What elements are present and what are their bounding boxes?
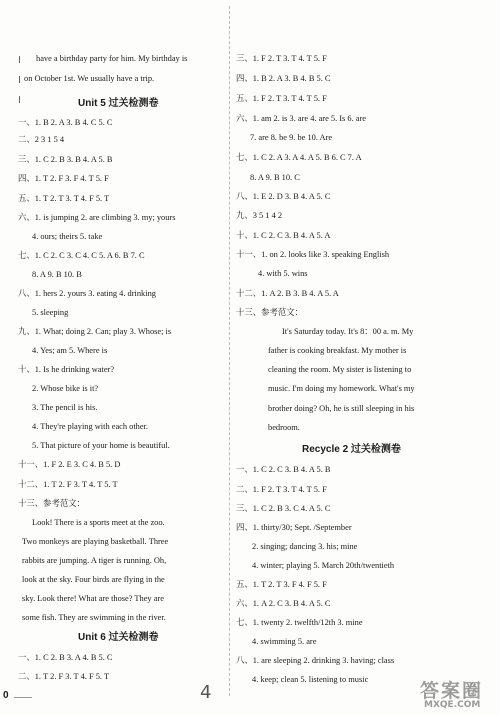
- essay-line: music. I'm doing my homework. What's my: [268, 384, 415, 393]
- answer-line: 十一、1. F 2. E 3. C 4. B 5. D: [18, 460, 121, 469]
- page-number: 0: [3, 690, 9, 701]
- answer-line: 五、1. T 2. T 3. T 4. F 5. T: [18, 194, 110, 203]
- answer-line: 四、1. thirty/30; Sept. /September: [236, 523, 352, 532]
- intro-line: have a birthday party for him. My birthday is: [36, 54, 188, 63]
- essay-line: rabbits are jumping. A tiger is running. Oh,: [22, 556, 167, 565]
- answer-line: 六、1. am 2. is 3. are 4. are 5. Is 6. are: [236, 114, 367, 123]
- answer-line: 十三、参考范文：: [236, 308, 303, 317]
- unit5-title: Unit 5 过关检测卷: [78, 98, 159, 109]
- essay-line: bedroom.: [268, 423, 300, 432]
- watermark-text: 答案圈: [420, 680, 484, 702]
- answer-line: 一、1. C 2. B 3. A 4. B 5. C: [18, 653, 113, 662]
- answer-line: 八、1. E 2. D 3. B 4. A 5. C: [236, 192, 331, 201]
- margin-mark: [19, 96, 20, 103]
- answer-line: 三、1. C 2. B 3. C 4. A 5. C: [236, 504, 331, 513]
- answer-line: 2. singing; dancing 3. his; mine: [252, 542, 358, 551]
- answer-line: 九、3 5 1 4 2: [236, 211, 283, 220]
- essay-line: Two monkeys are playing basketball. Three: [22, 537, 169, 546]
- essay-line: It's Saturday today. It's 8：00 a. m. My: [282, 327, 414, 336]
- column-divider: [229, 6, 230, 696]
- watermark-domain: MXQE.COM: [424, 700, 481, 710]
- margin-mark: [19, 56, 20, 63]
- answer-line: 4. They're playing with each other.: [32, 422, 149, 431]
- answer-line: 5. sleeping: [32, 308, 69, 317]
- intro-line: on October 1st. We usually have a trip.: [24, 74, 155, 83]
- answer-line: 一、1. B 2. A 3. B 4. C 5. C: [18, 118, 113, 127]
- answer-line: 十一、1. on 2. looks like 3. speaking English: [236, 250, 390, 259]
- answer-line: 8. A 9. B 10. C: [250, 173, 300, 182]
- answer-line: 六、1. A 2. C 3. B 4. A 5. C: [236, 599, 331, 608]
- answer-line: 二、1. F 2. T 3. T 4. T 5. F: [236, 485, 327, 494]
- answer-line: 5. That picture of your home is beautiful.: [32, 441, 170, 450]
- answer-line: 3. The pencil is his.: [32, 403, 98, 412]
- answer-line: 2. Whose bike is it?: [32, 384, 99, 393]
- answer-line: 4. Yes; am 5. Where is: [32, 346, 108, 355]
- essay-line: cleaning the room. My sister is listening to: [268, 365, 412, 374]
- essay-line: Look! There is a sports meet at the zoo.: [32, 518, 165, 527]
- answer-line: 十二、1. T 2. F 3. T 4. T 5. T: [18, 480, 118, 489]
- answer-line: 十三、参考范文：: [18, 499, 85, 508]
- answer-line: 二、2 3 1 5 4: [18, 135, 65, 144]
- answer-line: 十、1. Is he drinking water?: [18, 365, 115, 374]
- unit6-title: Unit 6 过关检测卷: [78, 632, 159, 643]
- answer-line: 七、1. C 2. A 3. A 4. A 5. B 6. C 7. A: [236, 153, 362, 162]
- answer-line: 4. keep; clean 5. listening to music: [252, 675, 369, 684]
- watermark-logo: [416, 676, 496, 710]
- answer-line: 一、1. C 2. C 3. B 4. A 5. B: [236, 465, 331, 474]
- answer-line: 4. swimming 5. are: [252, 637, 317, 646]
- answer-line: 四、1. B 2. A 3. B 4. B 5. C: [236, 74, 331, 83]
- answer-line: 4. with 5. wins: [258, 269, 308, 278]
- answer-line: 十二、1. A 2. B 3. B 4. A 5. A: [236, 289, 339, 298]
- answer-line: 三、1. F 2. T 3. T 4. T 5. F: [236, 54, 327, 63]
- answer-line: 十、1. C 2. C 3. B 4. A 5. A: [236, 231, 331, 240]
- page-number-rule: [14, 697, 32, 698]
- answer-line: 九、1. What; doing 2. Can; play 3. Whose; is: [18, 327, 172, 336]
- answer-line: 三、1. C 2. B 3. B 4. A 5. B: [18, 155, 113, 164]
- handwritten-mark: 4: [200, 682, 212, 703]
- answer-line: 8. A 9. B 10. B: [32, 270, 82, 279]
- answer-line: 二、1. T 2. F 3. T 4. F 5. T: [18, 672, 110, 681]
- essay-line: some fish. They are swimming in the river.: [22, 613, 166, 622]
- essay-line: brother doing? Oh, he is still sleeping in his: [268, 404, 415, 413]
- answer-line: 7. are 8. be 9. be 10. Are: [250, 133, 333, 142]
- answer-line: 八、1. are sleeping 2. drinking 3. having; class: [236, 656, 395, 665]
- answer-line: 4. winter; playing 5. March 20th/twentieth: [252, 561, 395, 570]
- answer-line: 六、1. is jumping 2. are climbing 3. my; yours: [18, 213, 176, 222]
- answer-line: 五、1. T 2. T 3. F 4. F 5. F: [236, 580, 327, 589]
- recycle2-title: Recycle 2 过关检测卷: [302, 444, 401, 455]
- answer-line: 八、1. hers 2. yours 3. eating 4. drinking: [18, 289, 156, 298]
- answer-line: 七、1. twenty 2. twelfth/12th 3. mine: [236, 618, 363, 627]
- essay-line: look at the sky. Four birds are flying in the: [22, 575, 165, 584]
- answer-line: 七、1. C 2. C 3. C 4. C 5. A 6. B 7. C: [18, 251, 145, 260]
- answer-line: 四、1. T 2. F 3. F 4. T 5. F: [18, 174, 109, 183]
- answer-line: 4. ours; theirs 5. take: [32, 232, 103, 241]
- essay-line: father is cooking breakfast. My mother is: [268, 346, 407, 355]
- margin-mark: [19, 76, 20, 83]
- answer-line: 五、1. F 2. T 3. T 4. T 5. F: [236, 94, 327, 103]
- essay-line: sky. Look there! What are those? They are: [22, 594, 164, 603]
